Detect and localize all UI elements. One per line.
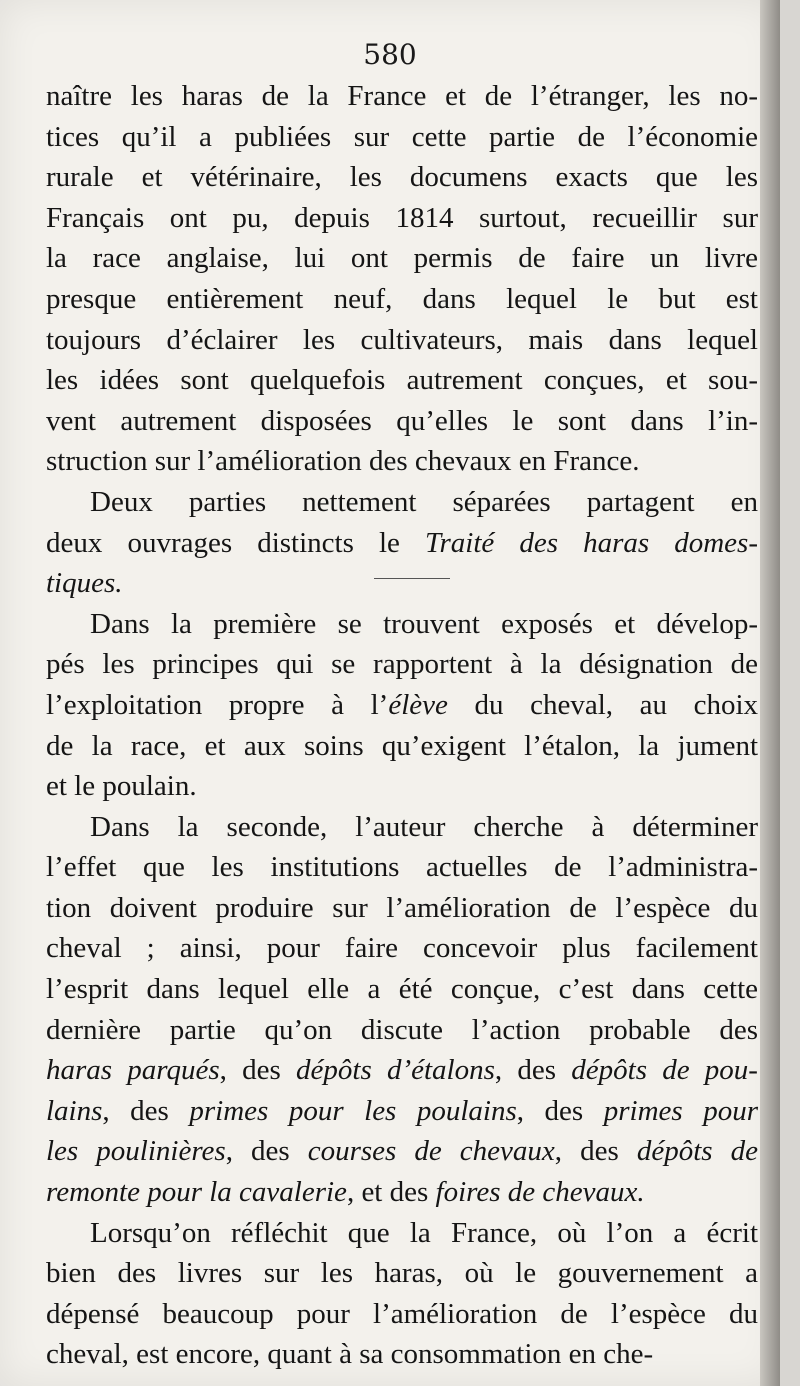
text-run: les idées sont quelquefois autrement conçues, et sou- [46, 364, 758, 397]
text-run: cheval, est encore, quant à sa consommation en che- [46, 1338, 654, 1371]
text-run: , des [516, 1094, 604, 1127]
text-run: l’exploitation propre à l’ [46, 688, 389, 721]
text-run: cheval ; ainsi, pour faire concevoir plus facilement [46, 932, 758, 965]
text-line [46, 238, 758, 279]
text-run: Dans la première se trouvent exposés et dévelop- [90, 607, 758, 640]
text-line [46, 279, 758, 320]
text-run: , des [225, 1135, 308, 1168]
text-line [46, 726, 758, 767]
text-line [46, 1010, 758, 1051]
text-run: toujours d’éclairer les cultivateurs, mais dans lequel [46, 323, 758, 356]
italic-text: haras parqués [46, 1054, 220, 1087]
text-line [46, 1294, 758, 1335]
text-run: dernière partie qu’on discute l’action probable des [46, 1013, 758, 1046]
text-line [46, 117, 758, 158]
italic-text: dépôts de pou- [571, 1054, 758, 1087]
text-run: la race anglaise, lui ont permis de faire un livre [46, 242, 758, 275]
page-edge-shadow [760, 0, 780, 1386]
text-run: du cheval, au choix [447, 688, 758, 721]
text-line [46, 563, 758, 604]
italic-text: élève [388, 688, 448, 721]
text-run: et le poulain. [46, 770, 197, 803]
text-line [46, 198, 758, 239]
italic-text: foires de chevaux. [435, 1176, 645, 1209]
text-run: , des [219, 1054, 297, 1087]
paragraph [46, 807, 758, 1213]
text-run: Dans la seconde, l’auteur cherche à déterminer [90, 810, 758, 843]
text-run: , des [554, 1135, 637, 1168]
text-line [46, 604, 758, 645]
text-line [46, 1050, 758, 1091]
text-line [46, 441, 758, 482]
italic-text: lains [46, 1094, 103, 1127]
italic-text: primes pour les poulains [189, 1094, 517, 1127]
text-line [46, 1091, 758, 1132]
text-run: vent autrement disposées qu’elles le sont dans l’in- [46, 404, 758, 437]
italic-text: tiques. [46, 567, 123, 600]
text-run: Lorsqu’on réfléchit que la France, où l’on a écrit [90, 1216, 758, 1249]
text-line [46, 847, 758, 888]
text-line [46, 644, 758, 685]
text-run: struction sur l’amélioration des chevaux en France. [46, 445, 640, 478]
text-line [46, 888, 758, 929]
text-line [46, 360, 758, 401]
text-run: , des [102, 1094, 190, 1127]
text-run: , et des [346, 1176, 436, 1209]
text-line [46, 482, 758, 523]
italic-text: remonte pour la cavalerie [46, 1176, 347, 1209]
italic-text: primes pour [603, 1094, 758, 1127]
text-run: pés les principes qui se rapportent à la désignation de [46, 648, 758, 681]
text-line [46, 766, 758, 807]
text-line [46, 928, 758, 969]
page-number: 580 [363, 38, 417, 71]
text-run: Français ont pu, depuis 1814 surtout, recueillir sur [46, 201, 758, 234]
text-run: bien des livres sur les haras, où le gouvernement a [46, 1257, 758, 1290]
text-run: dépensé beaucoup pour l’amélioration de l’espèce du [46, 1297, 758, 1330]
text-line [46, 320, 758, 361]
text-line [46, 1172, 758, 1213]
italic-text: dépôts d’étalons [296, 1054, 495, 1087]
paragraph [46, 1213, 758, 1375]
italic-text: courses de chevaux [307, 1135, 555, 1168]
text-line [46, 157, 758, 198]
italic-text: Traité des haras domes- [424, 526, 758, 559]
text-line [46, 685, 758, 726]
text-run: l’effet que les institutions actuelles de l’administra- [46, 851, 758, 884]
text-run: , des [494, 1054, 572, 1087]
text-run: tices qu’il a publiées sur cette partie de l’économie [46, 120, 758, 153]
text-run: rurale et vétérinaire, les documens exacts que les [46, 161, 758, 194]
text-run: tion doivent produire sur l’amélioration de l’espèce du [46, 891, 758, 924]
text-run: l’esprit dans lequel elle a été conçue, c’est dans cette [46, 973, 758, 1006]
text-run: naître les haras de la France et de l’étranger, les no- [46, 80, 758, 112]
body-text [46, 76, 758, 1375]
italic-text: dépôts de [636, 1135, 758, 1168]
paragraph [46, 604, 758, 807]
text-run: presque entièrement neuf, dans lequel le but est [46, 282, 758, 315]
paragraph [46, 482, 758, 604]
text-line [46, 807, 758, 848]
text-line [46, 1213, 758, 1254]
text-line [46, 76, 758, 117]
paragraph [46, 76, 758, 482]
text-line [46, 1131, 758, 1172]
text-line [46, 1334, 758, 1375]
text-run: de la race, et aux soins qu’exigent l’étalon, la jument [46, 729, 758, 762]
text-line [46, 401, 758, 442]
text-line [46, 1253, 758, 1294]
text-line [46, 523, 758, 564]
text-run: Deux parties nettement séparées partagent en [90, 485, 758, 518]
text-run: deux ouvrages distincts le [46, 526, 425, 559]
text-line [46, 969, 758, 1010]
italic-text: les poulinières [46, 1135, 226, 1168]
